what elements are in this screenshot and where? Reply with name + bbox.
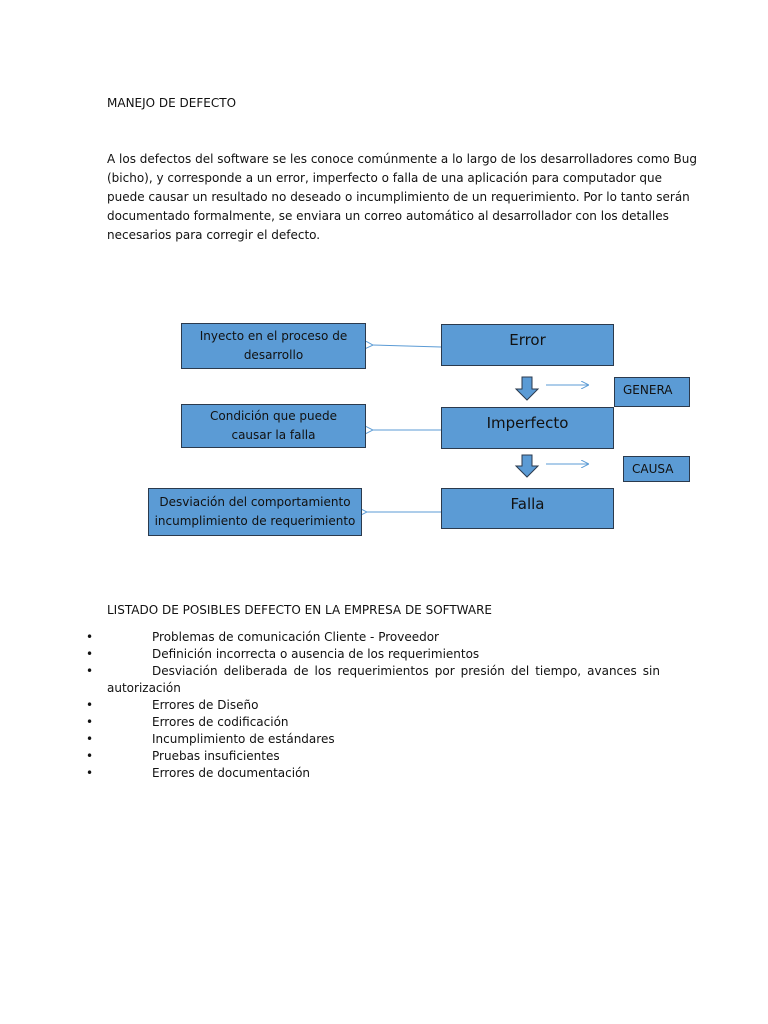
box-condicion (181, 404, 366, 448)
box-text: Inyecto en el proceso de (199, 329, 348, 343)
list-item (0, 697, 768, 714)
bullet-icon: • (86, 647, 94, 661)
box-title: Imperfecto (486, 414, 569, 432)
defect-list (0, 629, 768, 782)
list-item (0, 646, 768, 663)
box-desviacion (148, 488, 362, 536)
list-item (0, 663, 768, 697)
bullet-icon: • (86, 664, 94, 678)
list-item-text: Pruebas insuficientes (152, 749, 280, 763)
bullet-icon: • (86, 749, 94, 763)
list-item (0, 731, 768, 748)
box-error (441, 324, 614, 366)
box-inyecto (181, 323, 366, 369)
intro-line: documentado formalmente, se enviara un correo automático al desarrollador con los detalles (107, 209, 669, 223)
tag-genera: GENERA (614, 377, 690, 407)
list-item (0, 629, 768, 646)
list-item-text: Errores de documentación (152, 766, 311, 780)
list-item-text: Incumplimiento de estándares (152, 732, 335, 746)
list-item-text: Definición incorrecta o ausencia de los requerimientos (152, 647, 480, 661)
box-text: desarrollo (243, 348, 304, 362)
box-text: Condición que puede (210, 409, 337, 423)
intro-line: puede causar un resultado no deseado o incumplimiento de un requerimiento. Por lo tanto serán (107, 190, 690, 204)
intro-line: A los defectos del software se les conoce comúnmente a lo largo de los desarrolladores como Bug (107, 152, 697, 166)
box-text: incumplimiento de requerimiento (154, 514, 356, 528)
list-item-text: Problemas de comunicación Cliente - Proveedor (152, 630, 439, 644)
intro-line: necesarios para corregir el defecto. (107, 228, 321, 242)
box-text: Desviación del comportamiento (159, 495, 351, 509)
down-arrow-2 (516, 455, 538, 477)
box-imperfecto (441, 407, 614, 449)
list-title: LISTADO DE POSIBLES DEFECTO EN LA EMPRESA DE SOFTWARE (107, 603, 493, 617)
bullet-icon: • (86, 630, 94, 644)
box-title: Falla (510, 495, 545, 513)
list-item (0, 714, 768, 731)
list-item-text: Errores de Diseño (152, 698, 259, 712)
box-title: Error (509, 331, 546, 349)
list-item (0, 765, 768, 782)
bullet-icon: • (86, 732, 94, 746)
list-item-text: Desviación deliberada de los requerimientos por presión del tiempo, avances sin (152, 664, 660, 678)
arrow-error-to-left (372, 345, 441, 347)
box-text: causar la falla (231, 428, 316, 442)
box-falla (441, 488, 614, 529)
tag-causa: CAUSA (623, 456, 690, 482)
list-item-text: Errores de codificación (152, 715, 289, 729)
list-item-continuation: autorización (107, 681, 181, 695)
list-item (0, 748, 768, 765)
bullet-icon: • (86, 715, 94, 729)
bullet-icon: • (86, 766, 94, 780)
bullet-icon: • (86, 698, 94, 712)
page-title: MANEJO DE DEFECTO (107, 96, 237, 110)
down-arrow-1 (516, 377, 538, 400)
intro-line: (bicho), y corresponde a un error, imperfecto o falla de una aplicación para computador que (107, 171, 662, 185)
